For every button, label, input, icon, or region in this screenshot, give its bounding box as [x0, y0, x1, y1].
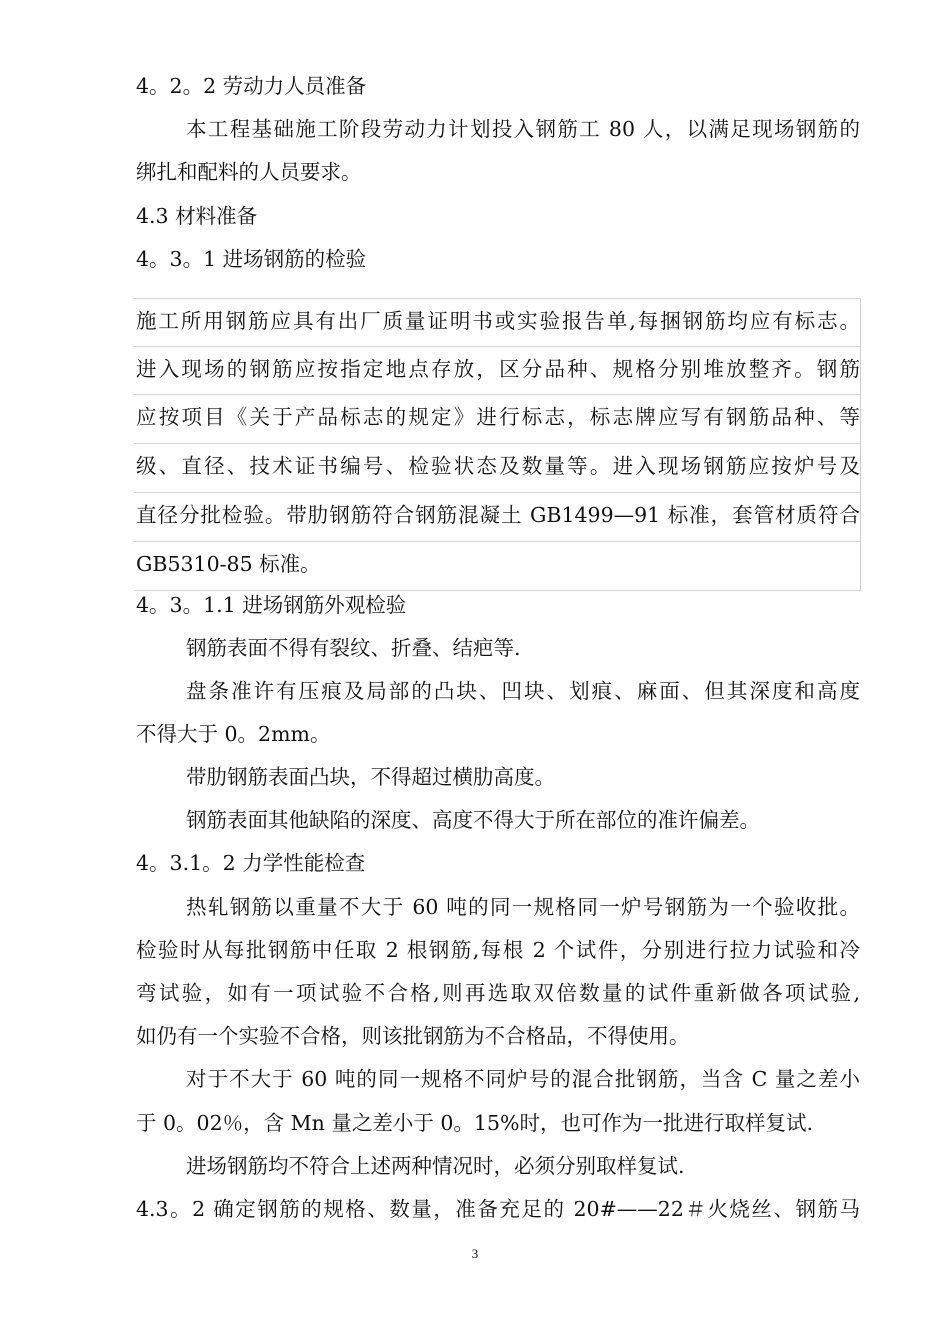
paragraph-line: 盘条准许有压痕及局部的凸块、凹块、划痕、麻面、但其深度和高度	[186, 679, 860, 703]
boxed-paragraph-line: 直径分批检验。带肋钢筋符合钢筋混凝土 GB1499—91 标准，套管材质符合	[136, 503, 860, 527]
paragraph-line: 钢筋表面不得有裂纹、折叠、结疤等.	[186, 636, 521, 660]
paragraph-line: 如仍有一个实验不合格，则该批钢筋为不合格品，不得使用。	[136, 1024, 690, 1048]
paragraph-line: 对于不大于 60 吨的同一规格不同炉号的混合批钢筋，当含 C 量之差小	[186, 1067, 860, 1091]
paragraph-line: 不得大于 0。2mm。	[136, 722, 331, 746]
paragraph-line: 带肋钢筋表面凸块，不得超过横肋高度。	[186, 765, 555, 789]
page-number: 3	[471, 1246, 479, 1261]
section-heading: 4.3 材料准备	[136, 204, 258, 228]
section-heading: 4。3。1 进场钢筋的检验	[136, 247, 367, 271]
paragraph-line: 进场钢筋均不符合上述两种情况时，必须分别取样复试.	[186, 1154, 685, 1178]
paragraph-line: 热轧钢筋以重量不大于 60 吨的同一规格同一炉号钢筋为一个验收批。	[186, 895, 860, 919]
paragraph-line: 钢筋表面其他缺陷的深度、高度不得大于所在部位的准许偏差。	[186, 808, 760, 832]
boxed-paragraph-line: 应按项目《关于产品标志的规定》进行标志，标志牌应写有钢筋品种、等	[136, 405, 860, 429]
section-heading: 4.3。2 确定钢筋的规格、数量，准备充足的 20#——22＃火烧丝、钢筋马	[136, 1197, 860, 1221]
section-heading: 4。3。1.1 进场钢筋外观检验	[136, 593, 407, 617]
boxed-paragraph-line: GB5310-85 标准。	[136, 552, 321, 576]
paragraph-line: 弯试验，如有一项试验不合格,则再选取双倍数量的试件重新做各项试验,	[136, 981, 860, 1005]
section-heading: 4。3.1。2 力学性能检查	[136, 851, 366, 875]
paragraph-line: 绑扎和配料的人员要求。	[136, 160, 362, 184]
boxed-paragraph-line: 施工所用钢筋应具有出厂质量证明书或实验报告单,每捆钢筋均应有标志。	[136, 309, 860, 333]
boxed-paragraph-line: 级、直径、技术证书编号、检验状态及数量等。进入现场钢筋应按炉号及	[136, 454, 860, 478]
boxed-paragraph-line: 进入现场的钢筋应按指定地点存放，区分品种、规格分别堆放整齐。钢筋	[136, 357, 860, 381]
paragraph-line: 于 0。02％，含 Mn 量之差小于 0。15%时，也可作为一批进行取样复试.	[136, 1111, 814, 1135]
paragraph-line: 检验时从每批钢筋中任取 2 根钢筋,每根 2 个试件，分别进行拉力试验和冷	[136, 938, 860, 962]
paragraph-line: 本工程基础施工阶段劳动力计划投入钢筋工 80 人，以满足现场钢筋的	[186, 117, 860, 141]
section-heading: 4。2。2 劳动力人员准备	[136, 74, 367, 98]
